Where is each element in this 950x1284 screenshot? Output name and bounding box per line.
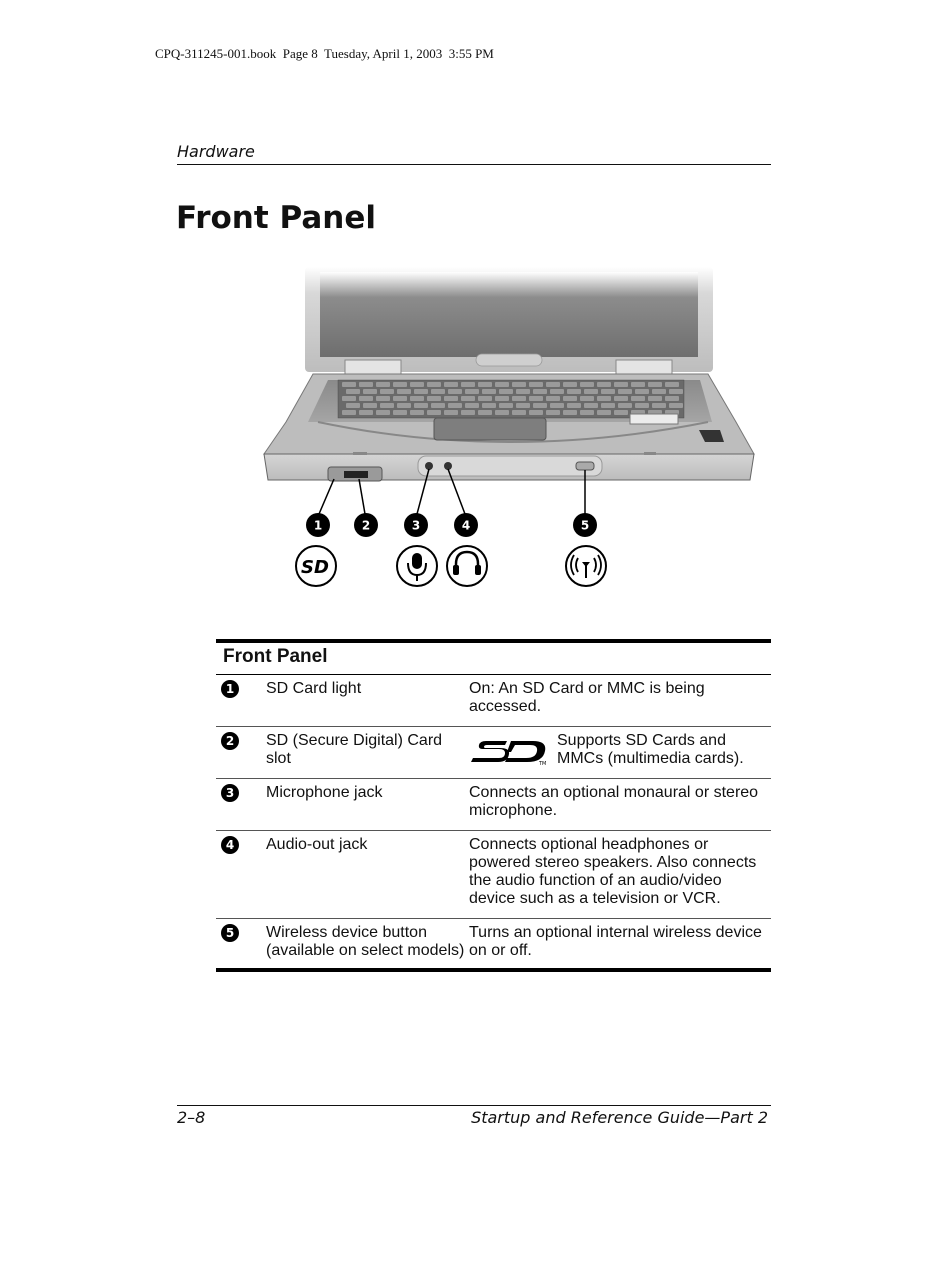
component-description: Connects an optional monaural or stereo microphone. [469, 779, 771, 831]
keyboard-key [529, 410, 543, 415]
table-row [216, 919, 771, 971]
keyboard-key [410, 396, 424, 401]
keyboard-key [444, 382, 458, 387]
component-name: SD (Secure Digital) Card slot [266, 727, 469, 779]
callout-2: 2 [361, 518, 371, 533]
keyboard-key [512, 382, 526, 387]
keyboard-key [499, 403, 513, 408]
keyboard-key [342, 382, 356, 387]
keyboard-key [567, 403, 581, 408]
keyboard-key [427, 410, 441, 415]
header-rule [177, 164, 771, 165]
keyboard-key [584, 389, 598, 394]
keyboard-key [597, 396, 611, 401]
keyboard-key [546, 410, 560, 415]
table-row [216, 779, 771, 831]
keyboard-key [563, 382, 577, 387]
keyboard-key [512, 410, 526, 415]
keyboard-key [533, 389, 547, 394]
callout-bullets [306, 513, 597, 537]
keyboard-key [482, 389, 496, 394]
keyboard-key [614, 396, 628, 401]
keyboard-key [601, 403, 615, 408]
keyboard-key [444, 410, 458, 415]
keyboard-key [584, 403, 598, 408]
keyboard-key [618, 403, 632, 408]
keyboard-key [397, 403, 411, 408]
keyboard-key [516, 389, 530, 394]
keyboard-key [533, 403, 547, 408]
keyboard-key [580, 396, 594, 401]
footer-rule [177, 1105, 771, 1106]
keyboard-key [665, 396, 679, 401]
headphones-icon [447, 546, 487, 586]
keyboard-key [482, 403, 496, 408]
keyboard-key [669, 389, 683, 394]
keyboard-key [635, 389, 649, 394]
keyboard-key [669, 403, 683, 408]
keyboard-key [397, 389, 411, 394]
keyboard-key [414, 389, 428, 394]
table-row [216, 831, 771, 919]
keyboard-key [495, 382, 509, 387]
front-panel-table [216, 639, 771, 972]
row-number: 1 [221, 680, 239, 698]
microphone-icon [397, 546, 437, 586]
keyboard-key [648, 382, 662, 387]
wireless-icon [566, 546, 606, 586]
callout-5: 5 [580, 518, 590, 533]
keyboard-key [393, 382, 407, 387]
keyboard-key [614, 410, 628, 415]
svg-text:SD: SD [301, 557, 329, 578]
keyboard-key [427, 382, 441, 387]
running-head: Hardware [177, 142, 255, 161]
keyboard-key [414, 403, 428, 408]
keyboard-key [499, 389, 513, 394]
keyboard-key [346, 403, 360, 408]
keyboard-key [427, 396, 441, 401]
keyboard-key [618, 389, 632, 394]
table-row [216, 727, 771, 779]
row-number: 3 [221, 784, 239, 802]
keyboard-key [342, 396, 356, 401]
keyboard-key [614, 382, 628, 387]
keyboard-key [550, 403, 564, 408]
keyboard-key [410, 410, 424, 415]
keyboard-key [478, 382, 492, 387]
keyboard-key [376, 396, 390, 401]
keyboard-key [580, 410, 594, 415]
keyboard-key [448, 389, 462, 394]
keyboard-key [597, 410, 611, 415]
keyboard-key [495, 396, 509, 401]
table-title: Front Panel [216, 641, 771, 675]
component-description: On: An SD Card or MMC is being accessed. [469, 675, 771, 727]
keyboard-key [461, 382, 475, 387]
row-number: 4 [221, 836, 239, 854]
keyboard-key [665, 382, 679, 387]
keyboard-key [380, 389, 394, 394]
keyboard-key [465, 403, 479, 408]
component-name: Microphone jack [266, 779, 469, 831]
keyboard-key [465, 389, 479, 394]
keyboard-key [431, 403, 445, 408]
keyboard-key [550, 389, 564, 394]
page-title: Front Panel [176, 200, 376, 236]
keyboard-key [393, 410, 407, 415]
row-number: 5 [221, 924, 239, 942]
row-number: 2 [221, 732, 239, 750]
keyboard-key [546, 396, 560, 401]
keyboard-key [631, 396, 645, 401]
keyboard-key [363, 403, 377, 408]
guide-title: Startup and Reference Guide—Part 2 [471, 1108, 768, 1127]
touchpad [434, 418, 546, 440]
keyboard-key [359, 382, 373, 387]
keyboard-key [601, 389, 615, 394]
sd-logo-icon [469, 736, 549, 766]
keyboard-key [567, 389, 581, 394]
keyboard-key [597, 382, 611, 387]
callout-3: 3 [411, 518, 421, 533]
keyboard-key [461, 396, 475, 401]
keyboard-key [363, 389, 377, 394]
component-description: Supports SD Cards and MMCs (multimedia cards). [557, 732, 744, 767]
component-name: Wireless device button (available on select models) [266, 924, 465, 959]
keyboard-key [546, 382, 560, 387]
component-description: Connects optional headphones or powered stereo speakers. Also connects the audio function of an audio/video device such as a television or VCR. [469, 831, 771, 919]
keyboard-key [444, 396, 458, 401]
keyboard-key [461, 410, 475, 415]
laptop-lid [305, 267, 713, 372]
laptop-front-panel-figure [258, 262, 763, 597]
keyboard-key [359, 396, 373, 401]
keyboard-key [495, 410, 509, 415]
keyboard-key [376, 410, 390, 415]
keyboard-key [529, 396, 543, 401]
keyboard-key [478, 396, 492, 401]
keyboard-key [563, 410, 577, 415]
keyboard-key [580, 382, 594, 387]
keyboard-key [359, 410, 373, 415]
print-info-line: CPQ-311245-001.book Page 8 Tuesday, April 1, 2003 3:55 PM [155, 46, 494, 61]
keyboard-key [478, 410, 492, 415]
sd-card-icon [296, 546, 336, 586]
keyboard-key [346, 389, 360, 394]
keyboard-key [516, 403, 530, 408]
keyboard-key [393, 396, 407, 401]
keyboard-key [529, 382, 543, 387]
keyboard-key [512, 396, 526, 401]
keyboard-key [635, 403, 649, 408]
keyboard-key [380, 403, 394, 408]
keyboard-key [648, 396, 662, 401]
component-name: Audio-out jack [266, 831, 469, 919]
keyboard-key [652, 389, 666, 394]
keyboard-key [631, 382, 645, 387]
callout-4: 4 [461, 518, 471, 533]
keyboard-key [342, 410, 356, 415]
keyboard-key [448, 403, 462, 408]
keyboard-key [652, 403, 666, 408]
component-description: Turns an optional internal wireless device on or off. [469, 924, 762, 959]
page-number: 2–8 [177, 1108, 206, 1127]
keyboard-key [376, 382, 390, 387]
component-name: SD Card light [266, 675, 469, 727]
callout-1: 1 [313, 518, 323, 533]
keyboard-key [563, 396, 577, 401]
keyboard-key [410, 382, 424, 387]
keyboard-key [431, 389, 445, 394]
table-row [216, 675, 771, 727]
svg-text:TM: TM [539, 761, 547, 766]
